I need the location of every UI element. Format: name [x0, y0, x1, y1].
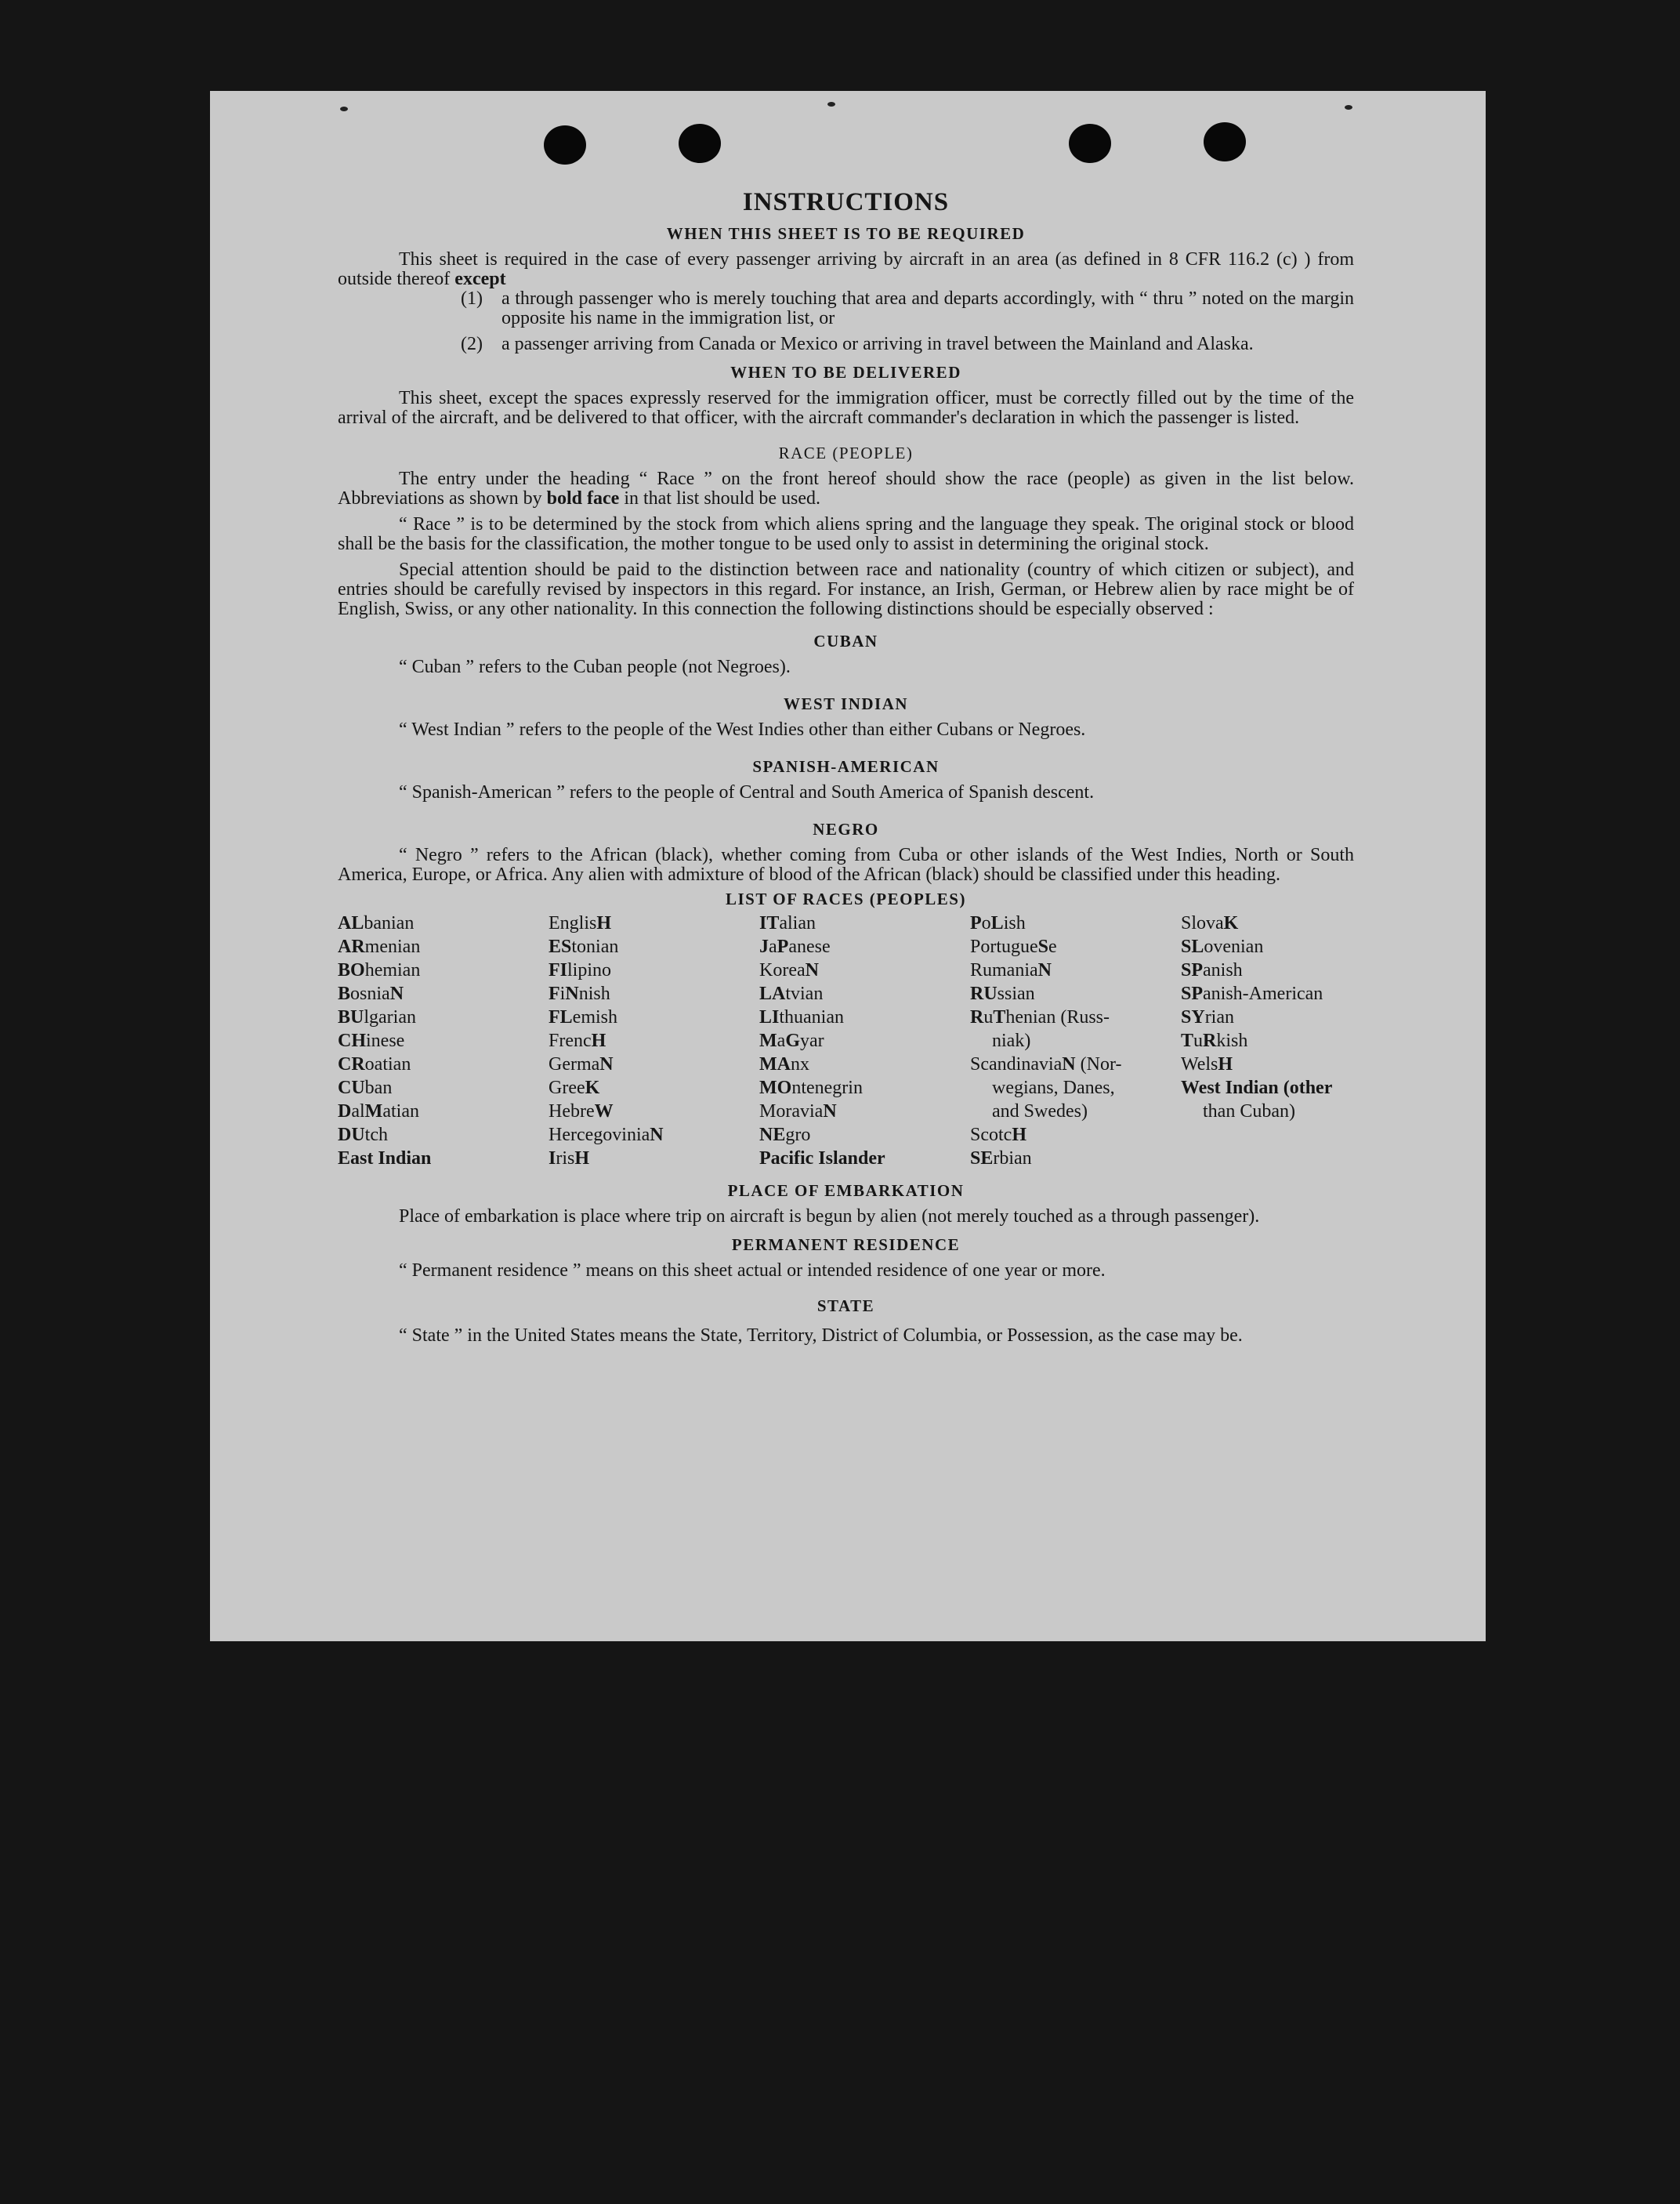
speck — [827, 102, 835, 107]
paragraph: “ Race ” is to be determined by the stock from which aliens spring and the language they speak. The original stock or blood shall be the basis for the classification, the mother tongue to be used only to assist in determining the original stock. — [338, 514, 1354, 554]
section-heading: WHEN TO BE DELIVERED — [730, 363, 961, 382]
paragraph: Place of embarkation is place where trip on aircraft is begun by alien (not merely touched as a through passenger). — [399, 1206, 1260, 1227]
paragraph: “ State ” in the United States means the State, Territory, District of Columbia, or Possession, as the case may be. — [399, 1325, 1243, 1346]
race-entry: PortugueSe — [970, 937, 1057, 957]
race-entry: FLemish — [549, 1007, 617, 1028]
race-entry: EStonian — [549, 937, 619, 957]
race-entry: CUban — [338, 1078, 393, 1098]
race-column — [759, 912, 970, 1170]
race-entry: TuRkish — [1181, 1031, 1248, 1051]
list-item: (1) a through passenger who is merely touching that area and departs accordingly, with “ thru ” noted on the margin opposite his name in the immigration list, or — [461, 288, 1354, 328]
punch-hole — [679, 124, 721, 163]
paragraph: This sheet is required in the case of every passenger arriving by aircraft in an area (as defined in 8 CFR 116.2 (c) ) from outside thereof except — [338, 249, 1354, 289]
race-entry: wegians, Danes, — [992, 1078, 1115, 1098]
race-entry: PoLish — [970, 913, 1026, 933]
race-column — [338, 912, 549, 1170]
race-entry: RumaniaN — [970, 960, 1052, 981]
race-entry: Pacific Islander — [759, 1148, 885, 1169]
race-entry: MaGyar — [759, 1031, 824, 1051]
race-entry: ARmenian — [338, 937, 421, 957]
section-heading: WEST INDIAN — [783, 694, 909, 713]
paragraph: The entry under the heading “ Race ” on the front hereof should show the race (people) as given in the list below. Abbreviations as shown by bold face in that list should be used. — [338, 469, 1354, 509]
race-entry: LIthuanian — [759, 1007, 844, 1028]
section-heading: SPANISH-AMERICAN — [752, 757, 940, 776]
race-entry: MOntenegrin — [759, 1078, 863, 1098]
race-entry: CRoatian — [338, 1054, 411, 1075]
race-entry: JaPanese — [759, 937, 831, 957]
race-entry: CHinese — [338, 1031, 405, 1051]
race-entry: niak) — [992, 1031, 1031, 1051]
section-heading: STATE — [816, 1296, 875, 1315]
race-entry: DalMatian — [338, 1101, 419, 1122]
race-entry: NEgro — [759, 1125, 811, 1145]
race-entry: WelsH — [1181, 1054, 1233, 1075]
section-heading: LIST OF RACES (PEOPLES) — [726, 890, 966, 908]
race-entry: West Indian (other — [1181, 1078, 1333, 1098]
race-entry: SlovaK — [1181, 913, 1239, 933]
punch-hole — [1069, 124, 1111, 163]
race-entry: LAtvian — [759, 984, 824, 1004]
punch-hole — [1204, 122, 1246, 161]
section-heading: CUBAN — [813, 632, 878, 651]
race-entry: RuThenian (Russ- — [970, 1007, 1110, 1028]
page-title: INSTRUCTIONS — [742, 188, 950, 216]
race-entry: DUtch — [338, 1125, 388, 1145]
race-entry: IrisH — [549, 1148, 590, 1169]
race-entry: HercegoviniaN — [549, 1125, 664, 1145]
section-heading: WHEN THIS SHEET IS TO BE REQUIRED — [666, 224, 1026, 243]
race-entry: than Cuban) — [1203, 1101, 1295, 1122]
race-entry: SPanish — [1181, 960, 1243, 981]
race-entry: ITalian — [759, 913, 816, 933]
race-entry: FiNnish — [549, 984, 610, 1004]
list-item: (2) a passenger arriving from Canada or Mexico or arriving in travel between the Mainland and Alaska. — [461, 334, 1254, 354]
race-entry: RUssian — [970, 984, 1035, 1004]
speck — [1345, 105, 1352, 110]
race-entry: ALbanian — [338, 913, 415, 933]
race-entry: MoraviaN — [759, 1101, 837, 1122]
instructions-content — [338, 189, 1354, 1349]
paragraph: “ Spanish-American ” refers to the people of Central and South America of Spanish descent. — [399, 782, 1095, 803]
paragraph: “ Cuban ” refers to the Cuban people (not Negroes). — [399, 657, 791, 677]
section-heading: PERMANENT RESIDENCE — [731, 1235, 961, 1254]
race-entry: and Swedes) — [992, 1101, 1088, 1122]
race-entry: GreeK — [549, 1078, 600, 1098]
race-entry: East Indian — [338, 1148, 432, 1169]
section-heading: NEGRO — [813, 820, 879, 839]
paragraph: “ Permanent residence ” means on this sheet actual or intended residence of one year or more. — [399, 1260, 1106, 1281]
section-heading: RACE (PEOPLE) — [778, 444, 914, 462]
race-column — [970, 912, 1181, 1170]
race-entry: FrencH — [549, 1031, 606, 1051]
race-entry: SLovenian — [1181, 937, 1264, 957]
race-entry: ScotcH — [970, 1125, 1026, 1145]
race-entry: SPanish-American — [1181, 984, 1323, 1004]
race-list — [338, 912, 1354, 1170]
race-entry: FIlipino — [549, 960, 612, 981]
race-entry: GermaN — [549, 1054, 614, 1075]
paragraph: “ Negro ” refers to the African (black), whether coming from Cuba or other islands of the West Indies, North or South America, Europe, or Africa. Any alien with admixture of blood of the African (black) should be classified under this heading. — [338, 845, 1354, 885]
paragraph: Special attention should be paid to the distinction between race and nationality (country of which citizen or subject), and entries should be carefully revised by inspectors in this regard. For instance, an Irish, German, or Hebrew alien by race might be of English, Swiss, or any other nationality. In this connection the following distinctions should be especially observed : — [338, 560, 1354, 619]
race-entry: BUlgarian — [338, 1007, 416, 1028]
race-entry: HebreW — [549, 1101, 614, 1122]
race-entry: EnglisH — [549, 913, 612, 933]
race-entry: MAnx — [759, 1054, 809, 1075]
race-column — [1181, 912, 1354, 1170]
race-entry: BOhemian — [338, 960, 421, 981]
race-entry: ScandinaviaN (Nor- — [970, 1054, 1122, 1075]
paragraph: This sheet, except the spaces expressly reserved for the immigration officer, must be correctly filled out by the time of the arrival of the aircraft, and be delivered to that officer, with the aircraft commander's declaration in which the passenger is listed. — [338, 388, 1354, 428]
punch-hole — [544, 125, 586, 165]
section-heading: PLACE OF EMBARKATION — [727, 1181, 965, 1200]
race-entry: SErbian — [970, 1148, 1032, 1169]
speck — [340, 107, 348, 111]
race-entry: KoreaN — [759, 960, 819, 981]
race-entry: SYrian — [1181, 1007, 1234, 1028]
document-sheet — [210, 91, 1486, 1641]
race-entry: BosniaN — [338, 984, 404, 1004]
paragraph: “ West Indian ” refers to the people of the West Indies other than either Cubans or Negroes. — [399, 720, 1086, 740]
race-column — [549, 912, 759, 1170]
